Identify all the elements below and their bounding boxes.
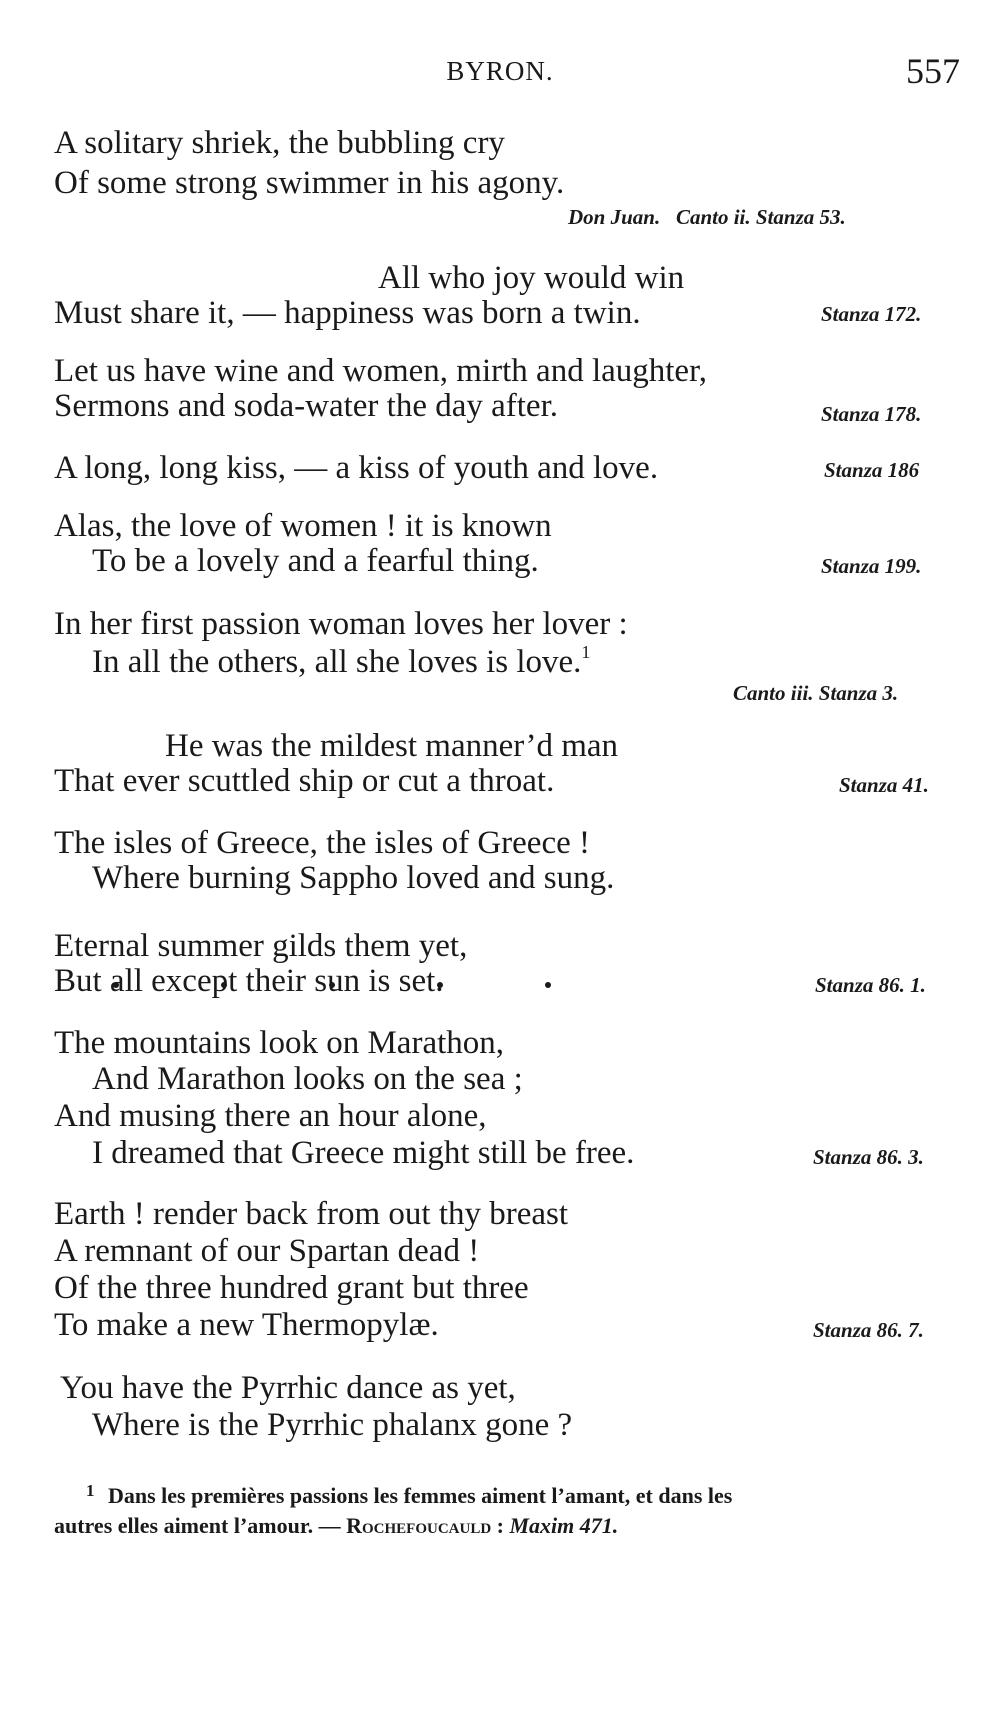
verse-line: A solitary shriek, the bubbling cry <box>54 125 505 161</box>
verse-line: I dreamed that Greece might still be free. <box>92 1135 635 1171</box>
citation: Stanza 199. <box>821 554 922 578</box>
citation: Stanza 178. <box>821 402 922 426</box>
verse-line: A remnant of our Spartan dead ! <box>54 1233 480 1269</box>
verse-line: You have the Pyrrhic dance as yet, <box>60 1370 516 1406</box>
verse-line: That ever scuttled ship or cut a throat. <box>54 763 555 799</box>
verse-line: Of some strong swimmer in his agony. <box>54 165 565 201</box>
footnote-line <box>86 1481 733 1508</box>
verse-line: The mountains look on Marathon, <box>54 1025 505 1061</box>
verse-line: Must share it, — happiness was born a twin. <box>54 295 641 331</box>
running-title: BYRON. <box>446 56 554 86</box>
footnote-text: autres elles aiment l’amour. — <box>54 1513 341 1538</box>
verse-line: Alas, the love of women ! it is known <box>54 508 552 544</box>
citation: Canto iii. Stanza 3. <box>733 681 899 705</box>
verse-line: A long, long kiss, — a kiss of youth and love. <box>54 450 659 486</box>
verse-line: But all except their sun is set. <box>54 963 444 999</box>
citation: Stanza 186 <box>824 458 920 482</box>
verse-line: And musing there an hour alone, <box>54 1098 487 1134</box>
verse-line <box>92 643 590 679</box>
footnote-text: Dans les premières passions les femmes aiment l’amant, et dans les <box>108 1483 733 1508</box>
citation: Stanza 41. <box>839 773 929 797</box>
citation-location: Canto ii. Stanza 53. <box>675 205 846 229</box>
verse-line: Of the three hundred grant but three <box>54 1270 529 1306</box>
verse-line: To make a new Thermopylæ. <box>54 1307 439 1343</box>
verse-line: Where burning Sappho loved and sung. <box>92 860 615 896</box>
citation: Stanza 86. 3. <box>813 1145 924 1169</box>
page-number: 557 <box>906 51 960 91</box>
verse-line: All who joy would win <box>378 260 685 296</box>
verse-line: Eternal summer gilds them yet, <box>54 928 468 964</box>
verse-line: Where is the Pyrrhic phalanx gone ? <box>92 1407 573 1443</box>
footnote-author: Rochefoucauld : <box>346 1513 504 1538</box>
verse-line: Sermons and soda-water the day after. <box>54 388 558 424</box>
footnote-number: 1 <box>86 1481 95 1500</box>
verse-line: Let us have wine and women, mirth and laughter, <box>54 353 707 389</box>
citation <box>568 207 846 228</box>
verse-line: The isles of Greece, the isles of Greece ! <box>54 825 590 861</box>
verse-line: Earth ! render back from out thy breast <box>54 1196 569 1232</box>
citation: Stanza 172. <box>821 302 922 326</box>
citation-work: Don Juan. <box>568 205 661 229</box>
verse-line: To be a lovely and a fearful thing. <box>92 543 539 579</box>
verse-line: He was the mildest manner’d man <box>165 728 619 764</box>
footnote-work: Maxim 471. <box>509 1513 619 1538</box>
footnote-line <box>54 1515 618 1537</box>
footnote-reference: 1 <box>581 642 591 662</box>
verse-line: And Marathon looks on the sea ; <box>92 1061 523 1097</box>
verse-text: In all the others, all she loves is love. <box>92 644 582 680</box>
ellipsis-dot <box>545 982 551 988</box>
verse-line: In her first passion woman loves her lover : <box>54 606 628 642</box>
citation: Stanza 86. 7. <box>813 1318 924 1342</box>
citation: Stanza 86. 1. <box>815 973 926 997</box>
